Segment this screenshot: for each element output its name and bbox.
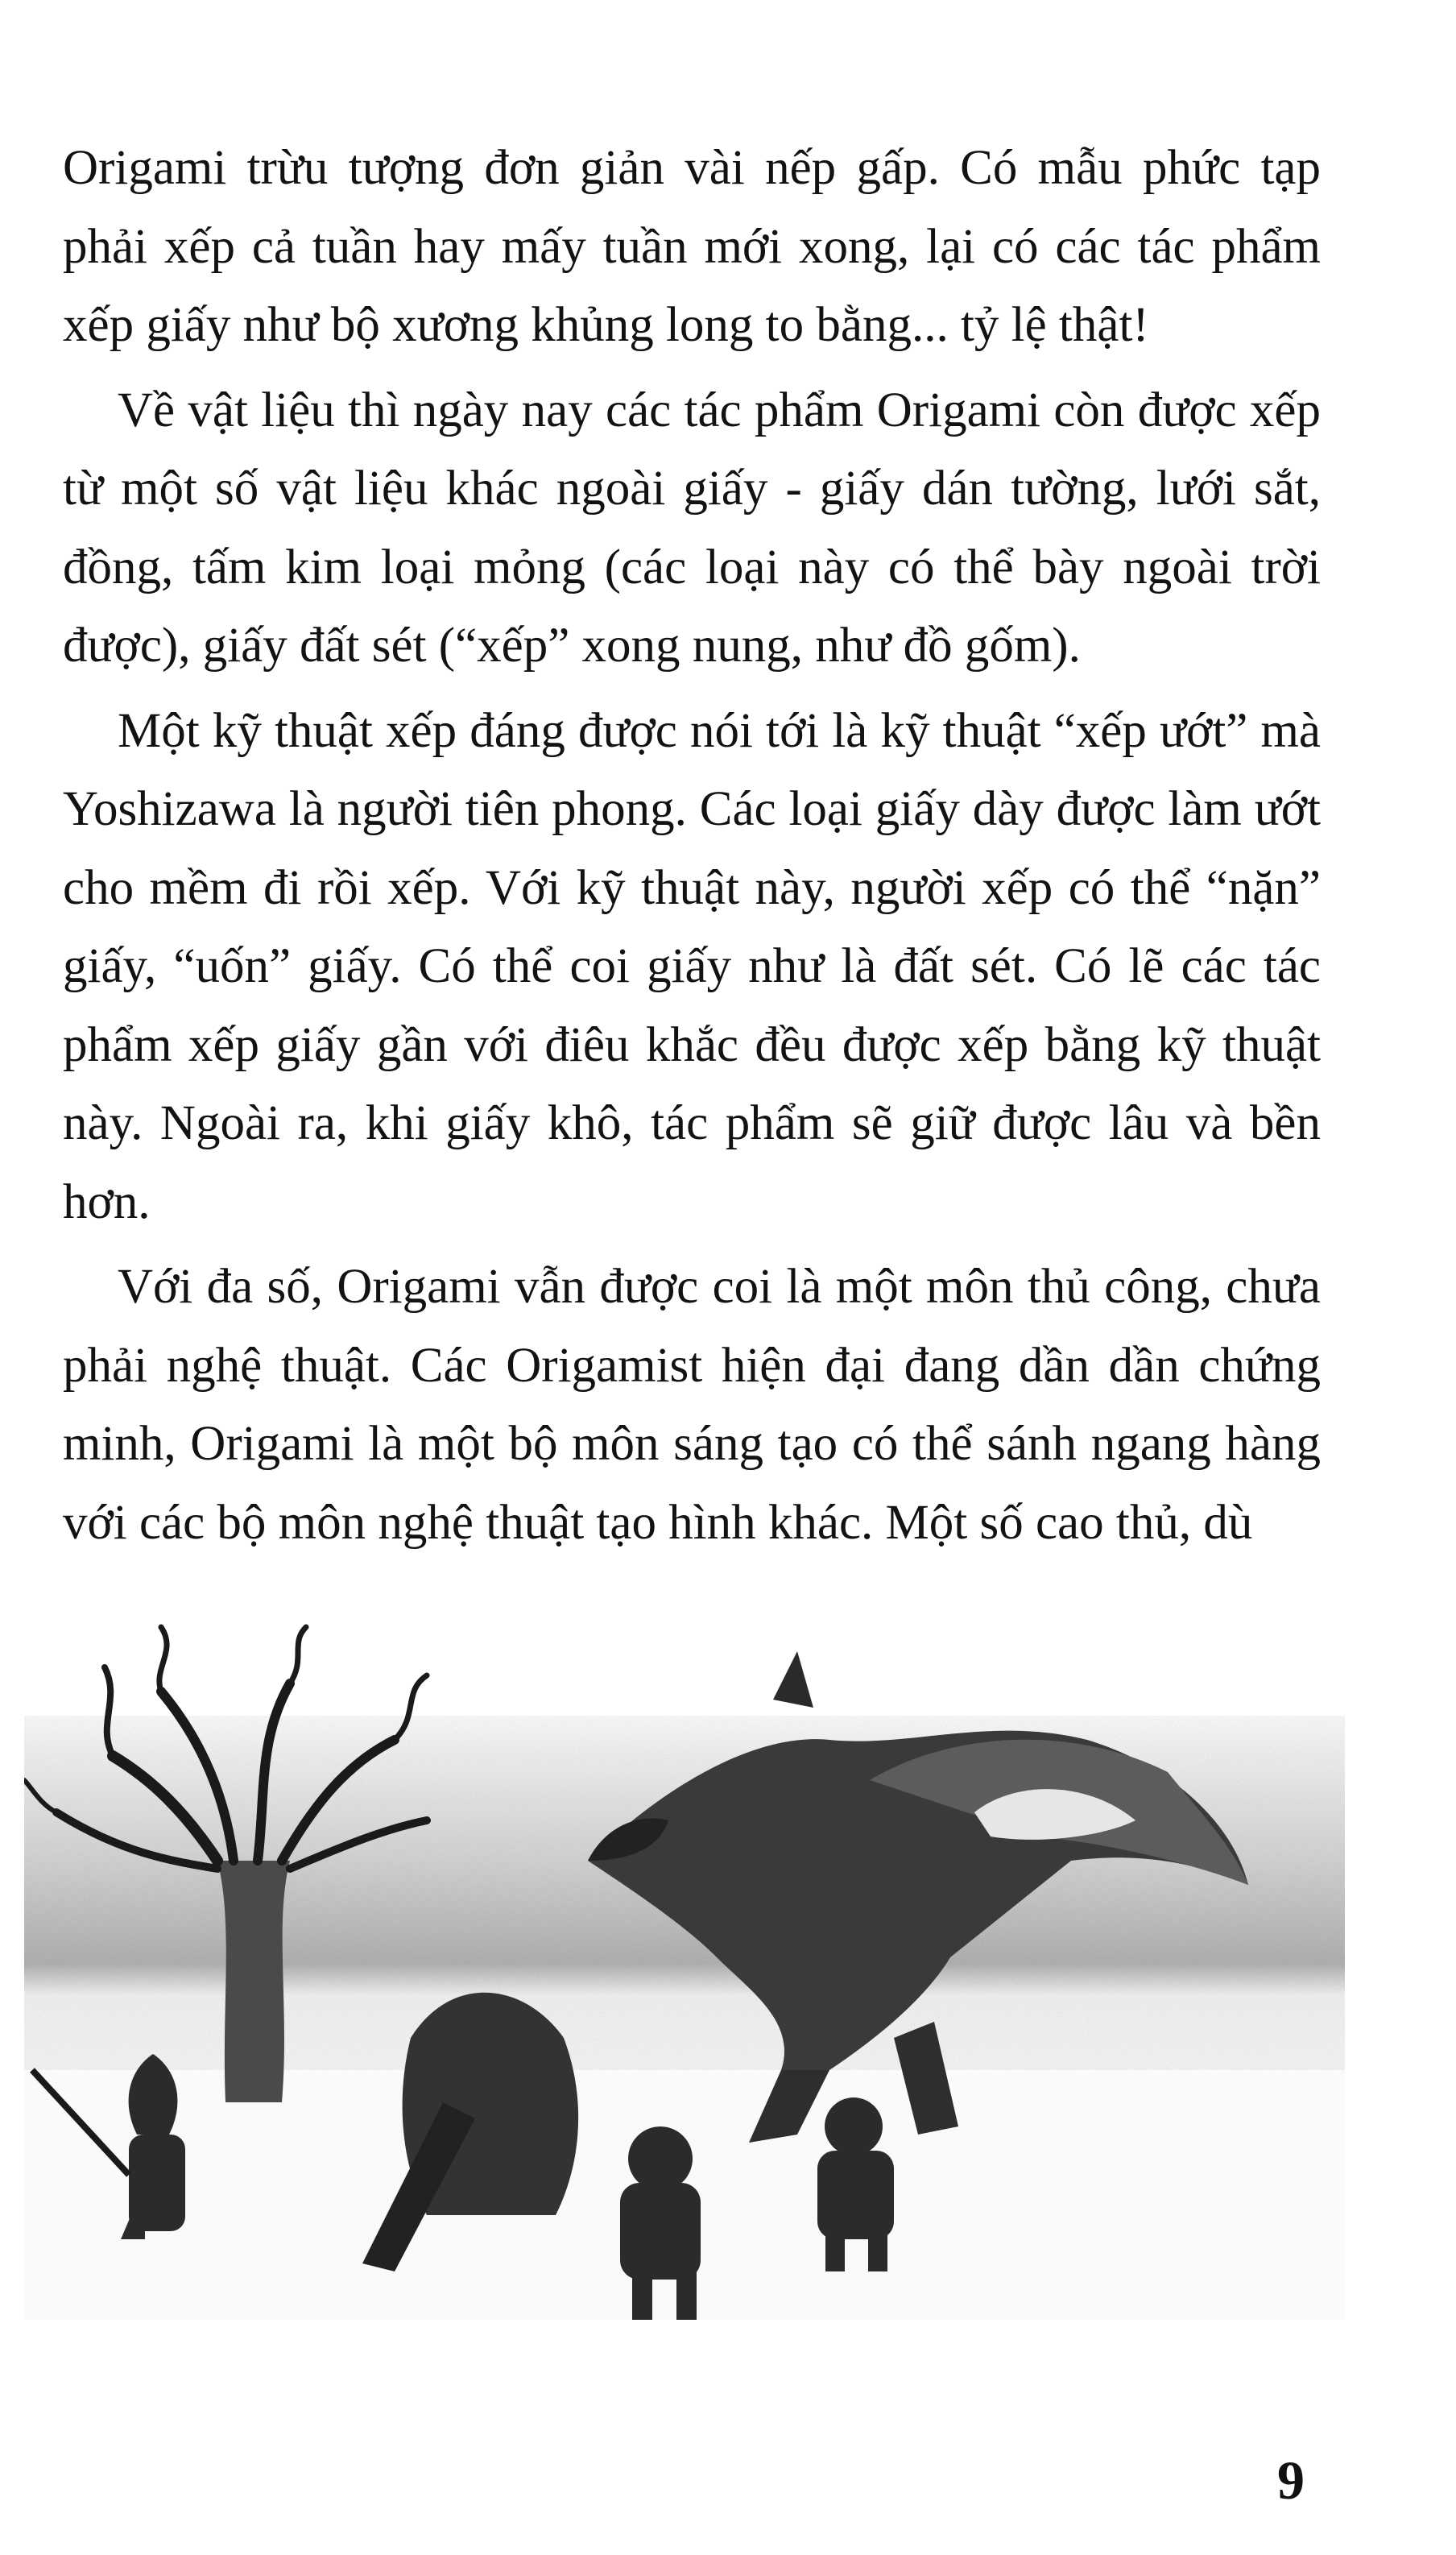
paragraph-2: Về vật liệu thì ngày nay các tác phẩm Origami còn được xếp từ một số vật liệu khác ngoài giấy - giấy dán tường, lưới sắt, đồng, tấm kim loại mỏng (các loại này có thể bày ngoài trời được), giấy đất sét (“xếp” xong nung, như đồ gốm). [63, 383, 1321, 673]
origami-scene-photo [24, 1619, 1345, 2320]
paragraph-1: Origami trừu tượng đơn giản vài nếp gấp. Có mẫu phức tạp phải xếp cả tuần hay mấy tuần mới xong, lại có các tác phẩm xếp giấy như bộ xương khủng long to bằng... tỷ lệ thật! [63, 141, 1321, 352]
page-number: 9 [1277, 2449, 1305, 2511]
paragraph-4: Với đa số, Origami vẫn được coi là một môn thủ công, chưa phải nghệ thuật. Các Origamist hiện đại đang dần dần chứng minh, Origami là một bộ môn sáng tạo có thể sánh ngang hàng với các bộ môn nghệ thuật tạo hình khác. Một số cao thủ, dù [63, 1260, 1321, 1550]
paragraph-3: Một kỹ thuật xếp đáng được nói tới là kỹ thuật “xếp ướt” mà Yoshizawa là người tiên phong. Các loại giấy dày được làm ướt cho mềm đi rồi xếp. Với kỹ thuật này, người xếp có thể “nặn” giấy, “uốn” giấy. Có thể coi giấy như là đất sét. Có lẽ các tác phẩm xếp giấy gần với điêu khắc đều được xếp bằng kỹ thuật này. Ngoài ra, khi giấy khô, tác phẩm sẽ giữ được lâu và bền hơn. [63, 703, 1321, 1229]
body-text [63, 129, 1321, 1568]
